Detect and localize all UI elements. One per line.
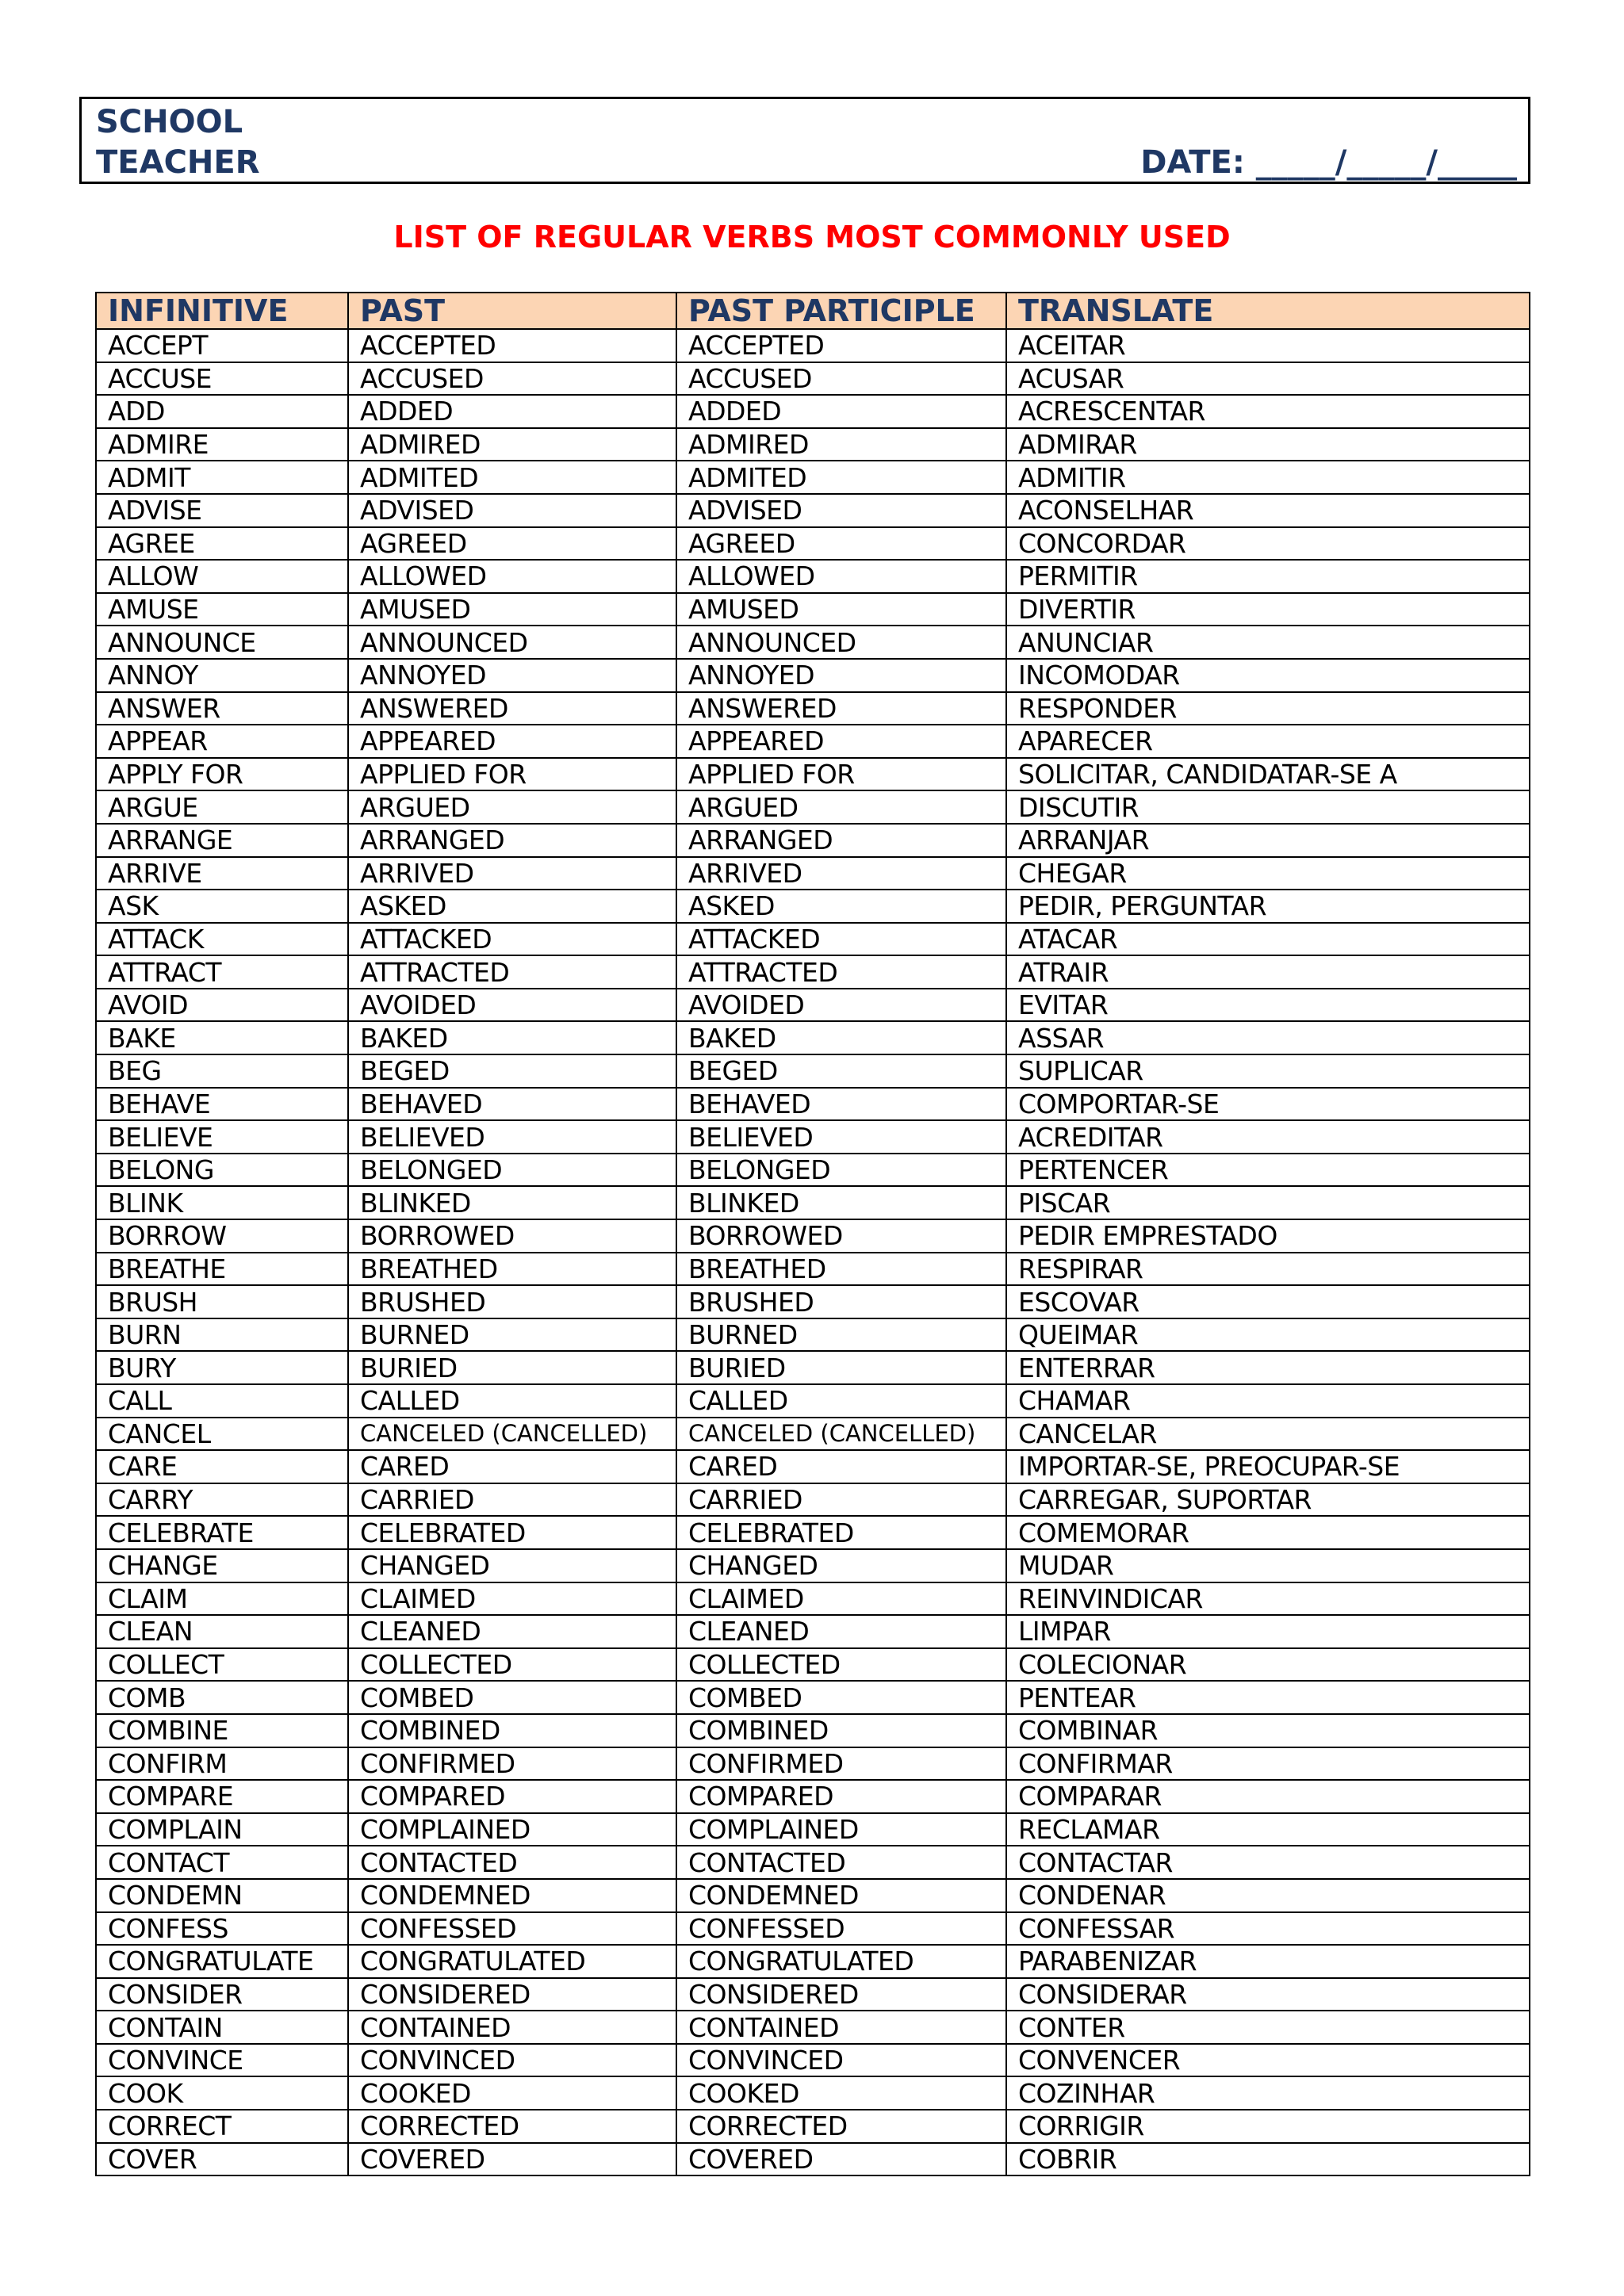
cell-infinitive: BURN bbox=[96, 1318, 348, 1352]
cell-infinitive: CHANGE bbox=[96, 1549, 348, 1582]
table-row bbox=[96, 494, 1530, 527]
cell-past-participle: ACCEPTED bbox=[676, 329, 1006, 362]
cell-past: ARGUED bbox=[348, 790, 676, 824]
cell-infinitive: ADVISE bbox=[96, 494, 348, 527]
cell-infinitive: ACCEPT bbox=[96, 329, 348, 362]
cell-translate: ENTERRAR bbox=[1006, 1351, 1530, 1384]
cell-past: BREATHED bbox=[348, 1253, 676, 1286]
cell-infinitive: AGREE bbox=[96, 527, 348, 561]
table-row bbox=[96, 1549, 1530, 1582]
cell-infinitive: CONDEMN bbox=[96, 1879, 348, 1912]
cell-translate: ACREDITAR bbox=[1006, 1120, 1530, 1154]
cell-past-participle: ANSWERED bbox=[676, 692, 1006, 725]
cell-past: CONTACTED bbox=[348, 1846, 676, 1879]
table-row bbox=[96, 461, 1530, 494]
cell-past-participle: APPLIED FOR bbox=[676, 758, 1006, 791]
cell-translate: APARECER bbox=[1006, 725, 1530, 758]
table-row bbox=[96, 1021, 1530, 1054]
cell-infinitive: COVER bbox=[96, 2143, 348, 2176]
cell-translate: COMPORTAR-SE bbox=[1006, 1088, 1530, 1121]
cell-past-participle: COMPARED bbox=[676, 1780, 1006, 1813]
cell-past: COMBED bbox=[348, 1681, 676, 1714]
cell-infinitive: ASK bbox=[96, 890, 348, 923]
cell-infinitive: COMPARE bbox=[96, 1780, 348, 1813]
cell-past: ATTACKED bbox=[348, 923, 676, 956]
table-row bbox=[96, 1219, 1530, 1253]
cell-past-participle: CELEBRATED bbox=[676, 1516, 1006, 1549]
table-row bbox=[96, 1978, 1530, 2011]
cell-translate: PEDIR EMPRESTADO bbox=[1006, 1219, 1530, 1253]
cell-translate: PENTEAR bbox=[1006, 1681, 1530, 1714]
cell-past-participle: ADVISED bbox=[676, 494, 1006, 527]
cell-translate: CONFIRMAR bbox=[1006, 1747, 1530, 1781]
cell-translate: INCOMODAR bbox=[1006, 659, 1530, 692]
table-row bbox=[96, 593, 1530, 626]
cell-past-participle: ADMIRED bbox=[676, 428, 1006, 461]
table-header-row bbox=[96, 293, 1530, 329]
table-row bbox=[96, 1285, 1530, 1318]
cell-translate: SUPLICAR bbox=[1006, 1054, 1530, 1088]
cell-translate: CHEGAR bbox=[1006, 857, 1530, 890]
cell-translate: EVITAR bbox=[1006, 989, 1530, 1022]
cell-infinitive: ADD bbox=[96, 395, 348, 428]
cell-past-participle: COMBED bbox=[676, 1681, 1006, 1714]
cell-past-participle: AGREED bbox=[676, 527, 1006, 561]
cell-translate: ASSAR bbox=[1006, 1021, 1530, 1054]
cell-infinitive: CLEAN bbox=[96, 1615, 348, 1648]
table-row bbox=[96, 527, 1530, 561]
cell-past-participle: CONVINCED bbox=[676, 2044, 1006, 2077]
cell-past: BAKED bbox=[348, 1021, 676, 1054]
cell-past: ALLOWED bbox=[348, 560, 676, 593]
cell-infinitive: AMUSE bbox=[96, 593, 348, 626]
cell-translate: ATRAIR bbox=[1006, 955, 1530, 989]
cell-translate: ANUNCIAR bbox=[1006, 626, 1530, 659]
cell-past-participle: ATTACKED bbox=[676, 923, 1006, 956]
cell-past: CLAIMED bbox=[348, 1582, 676, 1616]
table-body bbox=[96, 329, 1530, 2175]
cell-past: ACCEPTED bbox=[348, 329, 676, 362]
cell-translate: ATACAR bbox=[1006, 923, 1530, 956]
cell-infinitive: CONTACT bbox=[96, 1846, 348, 1879]
table-row bbox=[96, 1945, 1530, 1978]
column-header-infinitive: INFINITIVE bbox=[96, 293, 348, 329]
table-row bbox=[96, 1582, 1530, 1616]
cell-past: BEHAVED bbox=[348, 1088, 676, 1121]
table-row bbox=[96, 659, 1530, 692]
table-row bbox=[96, 1780, 1530, 1813]
cell-past-participle: ARGUED bbox=[676, 790, 1006, 824]
cell-translate: COBRIR bbox=[1006, 2143, 1530, 2176]
table-row bbox=[96, 890, 1530, 923]
cell-past: ANSWERED bbox=[348, 692, 676, 725]
cell-past-participle: ARRIVED bbox=[676, 857, 1006, 890]
cell-infinitive: CONSIDER bbox=[96, 1978, 348, 2011]
cell-past: COOKED bbox=[348, 2076, 676, 2110]
cell-translate: CORRIGIR bbox=[1006, 2110, 1530, 2143]
cell-translate: CONVENCER bbox=[1006, 2044, 1530, 2077]
cell-past: ADVISED bbox=[348, 494, 676, 527]
cell-infinitive: CONTAIN bbox=[96, 2011, 348, 2044]
cell-infinitive: CONVINCE bbox=[96, 2044, 348, 2077]
cell-past: COMPARED bbox=[348, 1780, 676, 1813]
cell-translate: QUEIMAR bbox=[1006, 1318, 1530, 1352]
cell-past: BURNED bbox=[348, 1318, 676, 1352]
cell-past: AGREED bbox=[348, 527, 676, 561]
table-row bbox=[96, 1154, 1530, 1187]
cell-translate: REINVINDICAR bbox=[1006, 1582, 1530, 1616]
cell-past-participle: ATTRACTED bbox=[676, 955, 1006, 989]
table-row bbox=[96, 1253, 1530, 1286]
cell-translate: ADMIRAR bbox=[1006, 428, 1530, 461]
cell-past: ADMIRED bbox=[348, 428, 676, 461]
cell-infinitive: BELIEVE bbox=[96, 1120, 348, 1154]
table-row bbox=[96, 1714, 1530, 1747]
cell-infinitive: ARRIVE bbox=[96, 857, 348, 890]
cell-translate: CANCELAR bbox=[1006, 1418, 1530, 1451]
cell-infinitive: CANCEL bbox=[96, 1418, 348, 1451]
cell-past-participle: ACCUSED bbox=[676, 362, 1006, 396]
cell-past: AMUSED bbox=[348, 593, 676, 626]
cell-infinitive: ALLOW bbox=[96, 560, 348, 593]
cell-past: BEGED bbox=[348, 1054, 676, 1088]
verbs-table bbox=[95, 292, 1530, 2176]
cell-translate: PEDIR, PERGUNTAR bbox=[1006, 890, 1530, 923]
cell-infinitive: COMBINE bbox=[96, 1714, 348, 1747]
cell-translate: DIVERTIR bbox=[1006, 593, 1530, 626]
page-title: LIST OF REGULAR VERBS MOST COMMONLY USED bbox=[393, 220, 1231, 254]
cell-translate: PISCAR bbox=[1006, 1186, 1530, 1219]
cell-translate: CONTACTAR bbox=[1006, 1846, 1530, 1879]
cell-infinitive: ATTRACT bbox=[96, 955, 348, 989]
cell-past-participle: BEHAVED bbox=[676, 1088, 1006, 1121]
cell-translate: IMPORTAR-SE, PREOCUPAR-SE bbox=[1006, 1450, 1530, 1483]
cell-translate: ACUSAR bbox=[1006, 362, 1530, 396]
cell-infinitive: CELEBRATE bbox=[96, 1516, 348, 1549]
cell-translate: CHAMAR bbox=[1006, 1384, 1530, 1418]
table-row bbox=[96, 2044, 1530, 2077]
cell-past: BORROWED bbox=[348, 1219, 676, 1253]
cell-past: ANNOYED bbox=[348, 659, 676, 692]
cell-past-participle: ANNOUNCED bbox=[676, 626, 1006, 659]
cell-infinitive: ADMIT bbox=[96, 461, 348, 494]
cell-past-participle: COMBINED bbox=[676, 1714, 1006, 1747]
cell-infinitive: BLINK bbox=[96, 1186, 348, 1219]
cell-infinitive: CARRY bbox=[96, 1483, 348, 1517]
table-row bbox=[96, 1615, 1530, 1648]
cell-past: CARRIED bbox=[348, 1483, 676, 1517]
cell-past: ADDED bbox=[348, 395, 676, 428]
cell-infinitive: AVOID bbox=[96, 989, 348, 1022]
table-row bbox=[96, 1516, 1530, 1549]
cell-past-participle: AMUSED bbox=[676, 593, 1006, 626]
cell-translate: ADMITIR bbox=[1006, 461, 1530, 494]
cell-past-participle: BELONGED bbox=[676, 1154, 1006, 1187]
table-row bbox=[96, 824, 1530, 857]
table-row bbox=[96, 725, 1530, 758]
cell-translate: RESPONDER bbox=[1006, 692, 1530, 725]
cell-past: CONDEMNED bbox=[348, 1879, 676, 1912]
cell-infinitive: CALL bbox=[96, 1384, 348, 1418]
cell-infinitive: APPEAR bbox=[96, 725, 348, 758]
cell-past: APPLIED FOR bbox=[348, 758, 676, 791]
cell-infinitive: CONFESS bbox=[96, 1912, 348, 1946]
cell-past-participle: COMPLAINED bbox=[676, 1813, 1006, 1846]
cell-past-participle: BREATHED bbox=[676, 1253, 1006, 1286]
cell-past-participle: ANNOYED bbox=[676, 659, 1006, 692]
table-row bbox=[96, 626, 1530, 659]
table-row bbox=[96, 560, 1530, 593]
cell-translate: COLECIONAR bbox=[1006, 1648, 1530, 1682]
cell-translate: ACRESCENTAR bbox=[1006, 395, 1530, 428]
cell-past-participle: CONSIDERED bbox=[676, 1978, 1006, 2011]
table-row bbox=[96, 1054, 1530, 1088]
cell-past: ARRANGED bbox=[348, 824, 676, 857]
cell-translate: LIMPAR bbox=[1006, 1615, 1530, 1648]
cell-infinitive: APPLY FOR bbox=[96, 758, 348, 791]
table-row bbox=[96, 428, 1530, 461]
cell-infinitive: ADMIRE bbox=[96, 428, 348, 461]
cell-translate: CONSIDERAR bbox=[1006, 1978, 1530, 2011]
cell-past: ARRIVED bbox=[348, 857, 676, 890]
cell-infinitive: ACCUSE bbox=[96, 362, 348, 396]
cell-past: ACCUSED bbox=[348, 362, 676, 396]
cell-past-participle: CONFESSED bbox=[676, 1912, 1006, 1946]
cell-infinitive: COLLECT bbox=[96, 1648, 348, 1682]
cell-past-participle: ADDED bbox=[676, 395, 1006, 428]
table-row bbox=[96, 2011, 1530, 2044]
cell-past-participle: CARED bbox=[676, 1450, 1006, 1483]
cell-infinitive: CARE bbox=[96, 1450, 348, 1483]
table-row bbox=[96, 1120, 1530, 1154]
date-label: DATE: _____/_____/_____ bbox=[1140, 144, 1517, 181]
cell-past: CONFIRMED bbox=[348, 1747, 676, 1781]
table-row bbox=[96, 362, 1530, 396]
table-row bbox=[96, 1483, 1530, 1517]
table-row bbox=[96, 2110, 1530, 2143]
cell-past-participle: APPEARED bbox=[676, 725, 1006, 758]
cell-translate: ACONSELHAR bbox=[1006, 494, 1530, 527]
cell-translate: PERTENCER bbox=[1006, 1154, 1530, 1187]
cell-infinitive: BORROW bbox=[96, 1219, 348, 1253]
cell-past-participle: CARRIED bbox=[676, 1483, 1006, 1517]
cell-past-participle: COLLECTED bbox=[676, 1648, 1006, 1682]
cell-past-participle: CORRECTED bbox=[676, 2110, 1006, 2143]
cell-translate: RECLAMAR bbox=[1006, 1813, 1530, 1846]
cell-past-participle: CALLED bbox=[676, 1384, 1006, 1418]
table-row bbox=[96, 1747, 1530, 1781]
cell-past: CONSIDERED bbox=[348, 1978, 676, 2011]
cell-infinitive: ARGUE bbox=[96, 790, 348, 824]
cell-past: ASKED bbox=[348, 890, 676, 923]
cell-infinitive: ARRANGE bbox=[96, 824, 348, 857]
cell-translate: PERMITIR bbox=[1006, 560, 1530, 593]
table-row bbox=[96, 758, 1530, 791]
cell-past-participle: ADMITED bbox=[676, 461, 1006, 494]
cell-infinitive: BAKE bbox=[96, 1021, 348, 1054]
cell-past: CONTAINED bbox=[348, 2011, 676, 2044]
cell-past-participle: BAKED bbox=[676, 1021, 1006, 1054]
table-row bbox=[96, 1351, 1530, 1384]
table-row bbox=[96, 955, 1530, 989]
column-header-translate: TRANSLATE bbox=[1006, 293, 1530, 329]
header-box bbox=[79, 97, 1530, 184]
table-row bbox=[96, 923, 1530, 956]
table-row bbox=[96, 1450, 1530, 1483]
cell-past: CORRECTED bbox=[348, 2110, 676, 2143]
cell-translate: SOLICITAR, CANDIDATAR-SE A bbox=[1006, 758, 1530, 791]
cell-past: APPEARED bbox=[348, 725, 676, 758]
cell-past-participle: BEGED bbox=[676, 1054, 1006, 1088]
cell-infinitive: CORRECT bbox=[96, 2110, 348, 2143]
cell-infinitive: ANNOUNCE bbox=[96, 626, 348, 659]
cell-translate: ESCOVAR bbox=[1006, 1285, 1530, 1318]
cell-past-participle: COVERED bbox=[676, 2143, 1006, 2176]
cell-infinitive: CLAIM bbox=[96, 1582, 348, 1616]
table-row bbox=[96, 1681, 1530, 1714]
cell-past: COLLECTED bbox=[348, 1648, 676, 1682]
cell-past-participle: BURNED bbox=[676, 1318, 1006, 1352]
cell-translate: CONCORDAR bbox=[1006, 527, 1530, 561]
cell-past-participle: CHANGED bbox=[676, 1549, 1006, 1582]
table-row bbox=[96, 1879, 1530, 1912]
cell-infinitive: COMB bbox=[96, 1681, 348, 1714]
cell-translate: CONTER bbox=[1006, 2011, 1530, 2044]
cell-past-participle: CONFIRMED bbox=[676, 1747, 1006, 1781]
cell-translate: COZINHAR bbox=[1006, 2076, 1530, 2110]
table-row bbox=[96, 2143, 1530, 2176]
cell-past: CANCELED (CANCELLED) bbox=[348, 1418, 676, 1451]
cell-translate: ACEITAR bbox=[1006, 329, 1530, 362]
table-row bbox=[96, 1418, 1530, 1451]
cell-infinitive: BRUSH bbox=[96, 1285, 348, 1318]
column-header-past-participle: PAST PARTICIPLE bbox=[676, 293, 1006, 329]
cell-past: CLEANED bbox=[348, 1615, 676, 1648]
cell-past: ATTRACTED bbox=[348, 955, 676, 989]
cell-infinitive: BEG bbox=[96, 1054, 348, 1088]
cell-translate: CARREGAR, SUPORTAR bbox=[1006, 1483, 1530, 1517]
table-row bbox=[96, 1846, 1530, 1879]
cell-past: CELEBRATED bbox=[348, 1516, 676, 1549]
table-row bbox=[96, 1088, 1530, 1121]
cell-past: BURIED bbox=[348, 1351, 676, 1384]
cell-infinitive: BELONG bbox=[96, 1154, 348, 1187]
cell-infinitive: CONGRATULATE bbox=[96, 1945, 348, 1978]
cell-translate: CONFESSAR bbox=[1006, 1912, 1530, 1946]
cell-past-participle: COOKED bbox=[676, 2076, 1006, 2110]
cell-translate: RESPIRAR bbox=[1006, 1253, 1530, 1286]
cell-past: COMBINED bbox=[348, 1714, 676, 1747]
cell-infinitive: CONFIRM bbox=[96, 1747, 348, 1781]
cell-past-participle: BRUSHED bbox=[676, 1285, 1006, 1318]
table-row bbox=[96, 1648, 1530, 1682]
cell-infinitive: ATTACK bbox=[96, 923, 348, 956]
cell-past: BLINKED bbox=[348, 1186, 676, 1219]
table-row bbox=[96, 1813, 1530, 1846]
cell-infinitive: BURY bbox=[96, 1351, 348, 1384]
cell-infinitive: BEHAVE bbox=[96, 1088, 348, 1121]
table-row bbox=[96, 395, 1530, 428]
cell-past: CALLED bbox=[348, 1384, 676, 1418]
cell-past: BRUSHED bbox=[348, 1285, 676, 1318]
cell-past: ANNOUNCED bbox=[348, 626, 676, 659]
cell-past-participle: CANCELED (CANCELLED) bbox=[676, 1418, 1006, 1451]
cell-past-participle: CONTACTED bbox=[676, 1846, 1006, 1879]
cell-infinitive: COMPLAIN bbox=[96, 1813, 348, 1846]
table-row bbox=[96, 329, 1530, 362]
cell-past-participle: CONTAINED bbox=[676, 2011, 1006, 2044]
cell-past-participle: BELIEVED bbox=[676, 1120, 1006, 1154]
cell-translate: COMBINAR bbox=[1006, 1714, 1530, 1747]
teacher-label: TEACHER bbox=[96, 144, 260, 181]
cell-translate: COMPARAR bbox=[1006, 1780, 1530, 1813]
cell-translate: DISCUTIR bbox=[1006, 790, 1530, 824]
table-row bbox=[96, 1186, 1530, 1219]
cell-past: BELONGED bbox=[348, 1154, 676, 1187]
cell-past: CONFESSED bbox=[348, 1912, 676, 1946]
cell-infinitive: ANNOY bbox=[96, 659, 348, 692]
cell-translate: ARRANJAR bbox=[1006, 824, 1530, 857]
cell-past-participle: CLAIMED bbox=[676, 1582, 1006, 1616]
cell-past: CONVINCED bbox=[348, 2044, 676, 2077]
cell-translate: CONDENAR bbox=[1006, 1879, 1530, 1912]
table-row bbox=[96, 1912, 1530, 1946]
cell-past: CARED bbox=[348, 1450, 676, 1483]
cell-past-participle: ASKED bbox=[676, 890, 1006, 923]
cell-past: COMPLAINED bbox=[348, 1813, 676, 1846]
table-row bbox=[96, 692, 1530, 725]
cell-past: CHANGED bbox=[348, 1549, 676, 1582]
cell-past: ADMITED bbox=[348, 461, 676, 494]
cell-past-participle: ALLOWED bbox=[676, 560, 1006, 593]
table-row bbox=[96, 2076, 1530, 2110]
cell-infinitive: COOK bbox=[96, 2076, 348, 2110]
cell-past-participle: BLINKED bbox=[676, 1186, 1006, 1219]
cell-past-participle: CONDEMNED bbox=[676, 1879, 1006, 1912]
table-row bbox=[96, 1384, 1530, 1418]
cell-past-participle: BURIED bbox=[676, 1351, 1006, 1384]
cell-translate: MUDAR bbox=[1006, 1549, 1530, 1582]
cell-past: BELIEVED bbox=[348, 1120, 676, 1154]
cell-past-participle: CLEANED bbox=[676, 1615, 1006, 1648]
table-row bbox=[96, 1318, 1530, 1352]
cell-past-participle: CONGRATULATED bbox=[676, 1945, 1006, 1978]
school-label: SCHOOL bbox=[96, 104, 243, 140]
cell-past: AVOIDED bbox=[348, 989, 676, 1022]
cell-translate: COMEMORAR bbox=[1006, 1516, 1530, 1549]
column-header-past: PAST bbox=[348, 293, 676, 329]
cell-past-participle: AVOIDED bbox=[676, 989, 1006, 1022]
cell-infinitive: BREATHE bbox=[96, 1253, 348, 1286]
cell-translate: PARABENIZAR bbox=[1006, 1945, 1530, 1978]
table-row bbox=[96, 790, 1530, 824]
table-row bbox=[96, 989, 1530, 1022]
table-row bbox=[96, 857, 1530, 890]
cell-past-participle: BORROWED bbox=[676, 1219, 1006, 1253]
cell-past: CONGRATULATED bbox=[348, 1945, 676, 1978]
cell-past-participle: ARRANGED bbox=[676, 824, 1006, 857]
cell-infinitive: ANSWER bbox=[96, 692, 348, 725]
cell-past: COVERED bbox=[348, 2143, 676, 2176]
